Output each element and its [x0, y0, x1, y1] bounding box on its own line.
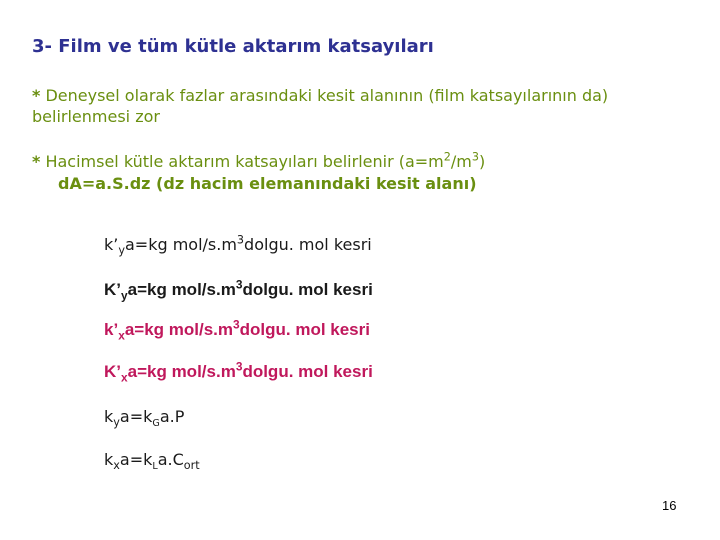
eq-superscript: 3: [233, 317, 240, 332]
eq-subscript: y: [113, 416, 120, 430]
eq-tail: dolgu. mol kesri: [239, 320, 370, 339]
eq-subscript: L: [152, 461, 158, 473]
equation-kxa: [104, 450, 200, 473]
page-number: 16: [662, 498, 677, 513]
eq-superscript: 3: [235, 277, 243, 292]
equation-kya: [104, 407, 185, 430]
eq-body: a=kg mol/s.m: [124, 320, 233, 339]
eq-tail: a.P: [159, 407, 185, 426]
eq-subscript: G: [152, 418, 160, 430]
slide-title: 3- Film ve tüm kütle aktarım katsayıları: [32, 36, 434, 57]
paragraph-2-prefix: Hacimsel kütle aktarım katsayıları belirlenir (a=m: [40, 152, 444, 171]
eq-subscript: x: [121, 370, 128, 385]
eq-body: a=kg mol/s.m: [127, 362, 236, 381]
paragraph-3: [58, 174, 477, 193]
eq-subscript: x: [113, 459, 120, 473]
eq-tail: dolgu. mol kesri: [242, 362, 373, 381]
paragraph-3-formula: dA=a.S.dz: [58, 174, 151, 193]
eq-body: a=kg mol/s.m: [127, 280, 236, 299]
eq-tail: dolgu. mol kesri: [244, 235, 372, 254]
eq-symbol: k’: [104, 320, 119, 339]
eq-subscript: y: [118, 244, 125, 258]
eq-symbol: k’: [104, 235, 119, 254]
eq-body: a=k: [119, 407, 153, 426]
eq-tail: a.C: [157, 450, 184, 469]
bullet-mark: *: [32, 152, 41, 171]
paragraph-2: [32, 152, 485, 171]
eq-body: a=k: [119, 450, 153, 469]
eq-subscript: ort: [183, 459, 200, 473]
paragraph-1-line-1: [32, 86, 608, 105]
paragraph-1-text: Deneysel olarak fazlar arasındaki kesit alanının (film katsayılarının da): [40, 86, 609, 105]
equation-ky-prime: [104, 233, 372, 258]
eq-superscript: 3: [235, 359, 243, 374]
equation-Kx-prime: [104, 359, 373, 385]
eq-tail: dolgu. mol kesri: [242, 280, 373, 299]
paragraph-2-sup-3: 3: [471, 150, 479, 164]
paragraph-2-sup-2: 2: [443, 150, 451, 164]
eq-subscript: y: [121, 288, 128, 303]
equation-Ky-prime: [104, 277, 373, 303]
paragraph-1-line-2: belirlenmesi zor: [32, 107, 160, 126]
eq-symbol: k: [104, 407, 114, 426]
eq-symbol: K’: [104, 362, 121, 381]
eq-symbol: k: [104, 450, 114, 469]
eq-symbol: K’: [104, 280, 121, 299]
paragraph-2-suffix: ): [479, 152, 486, 171]
equation-kx-prime: [104, 317, 370, 343]
bullet-mark: *: [32, 86, 41, 105]
eq-subscript: x: [118, 328, 125, 343]
eq-superscript: 3: [236, 233, 245, 247]
paragraph-2-mid: /m: [450, 152, 472, 171]
paragraph-3-text: (dz hacim elemanındaki kesit alanı): [150, 174, 477, 193]
eq-body: a=kg mol/s.m: [124, 235, 237, 254]
